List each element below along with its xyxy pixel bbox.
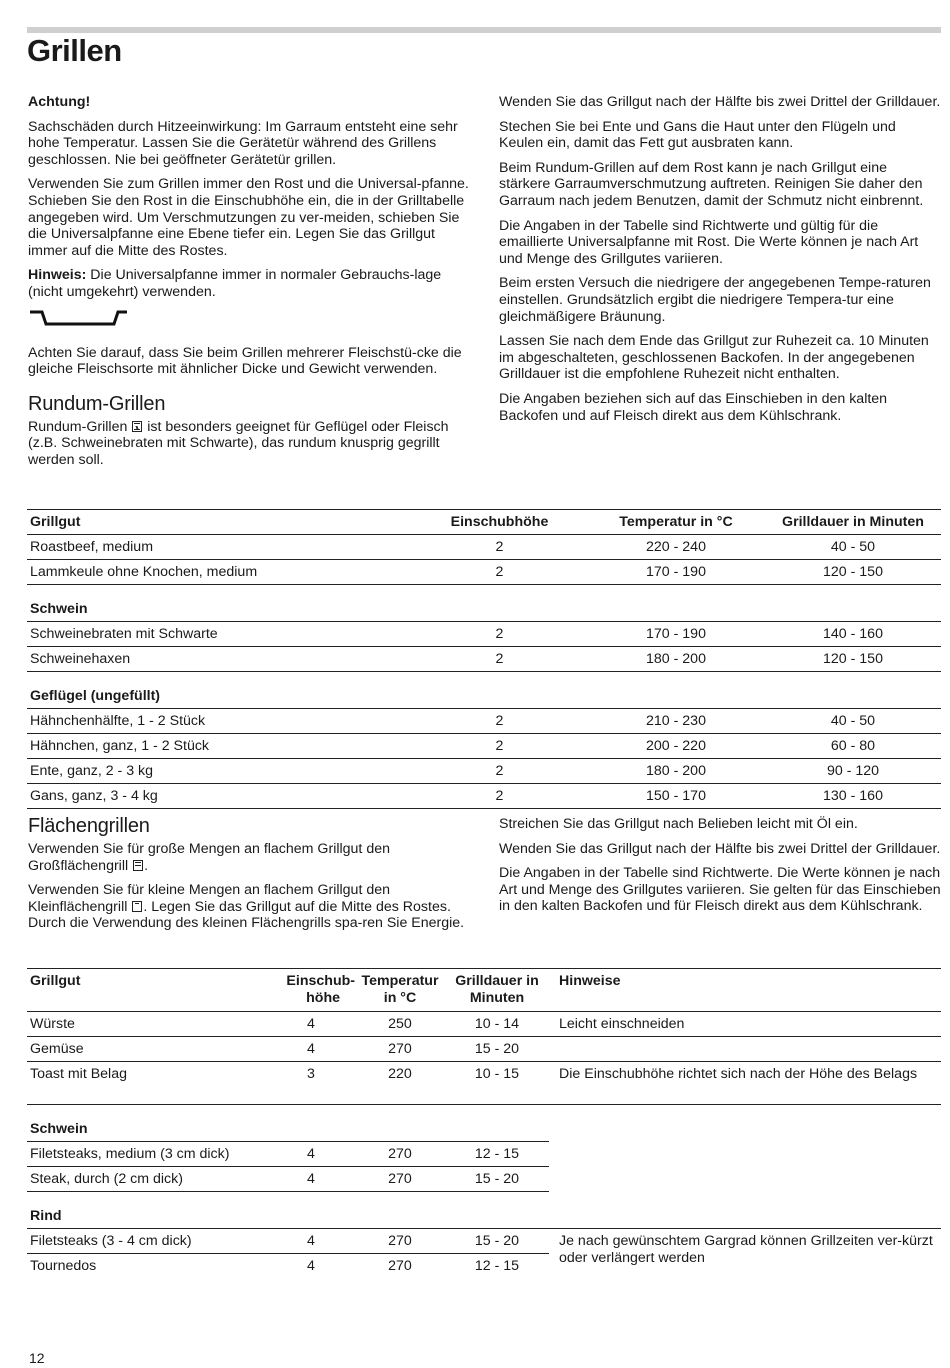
cell-einschub: 4 — [267, 1229, 355, 1254]
cell-grillgut: Hähnchen, ganz, 1 - 2 Stück — [27, 734, 412, 759]
col-header-temperatur: Temperatur in °C — [587, 510, 765, 535]
right-p4: Die Angaben in der Tabelle sind Richtwerte und gültig für die emaillierte Universalpfanne mit Rost. Die Werte können je nach Art und Menge des Grillgutes variieren. — [499, 217, 919, 267]
cell-temperatur: 170 - 190 — [587, 622, 765, 647]
right-p6: Lassen Sie nach dem Ende das Grillgut zur Ruhezeit ca. 10 Minuten im abgeschalteten, geschlossenen Backofen. In der angegebenen Grilldauer ist die empfohlene Ruhezeit nicht enthalten. — [499, 333, 929, 383]
cell-einschub: 2 — [412, 734, 587, 759]
page-title: Grillen — [27, 33, 122, 68]
rundum-heading: Rundum-Grillen — [28, 392, 166, 415]
rundum-text-b: ist besonders geeignet für Geflügel oder Fleisch (z.B. Schweinebraten mit Schwarte), das rundum knusprig gegrillt werden soll. — [28, 418, 449, 468]
cell-grilldauer: 130 - 160 — [765, 784, 941, 809]
page-number: 12 — [29, 1350, 45, 1366]
flaechen-grill-table — [27, 968, 941, 1278]
group-label: Schwein — [27, 1105, 549, 1142]
cell-temperatur: 270 — [355, 1037, 445, 1062]
col-header-einschub: Einschubhöhe — [412, 510, 587, 535]
group-label: Schwein — [27, 585, 941, 622]
table-header-row — [27, 510, 941, 535]
group-label: Geflügel (ungefüllt) — [27, 672, 941, 709]
cell-temperatur: 180 - 200 — [587, 647, 765, 672]
cell-grilldauer: 90 - 120 — [765, 759, 941, 784]
table-row — [27, 1012, 941, 1037]
cell-grillgut: Schweinehaxen — [27, 647, 412, 672]
cell-grilldauer: 60 - 80 — [765, 734, 941, 759]
cell-temperatur: 150 - 170 — [587, 784, 765, 809]
cell-grilldauer: 40 - 50 — [765, 535, 941, 560]
cell-grillgut: Ente, ganz, 2 - 3 kg — [27, 759, 412, 784]
cell-temperatur: 250 — [355, 1012, 445, 1037]
col-header-einschub-1: Einschub- — [286, 973, 355, 989]
cell-grillgut: Lammkeule ohne Knochen, medium — [27, 560, 412, 585]
cell-hinweise: Je nach gewünschtem Gargrad können Grillzeiten ver-kürzt oder verlängert werden — [559, 1233, 933, 1266]
cell-einschub: 2 — [412, 647, 587, 672]
cell-einschub: 2 — [412, 535, 587, 560]
cell-einschub: 4 — [267, 1142, 355, 1167]
col-header-hinweise: Hinweise — [549, 969, 941, 1012]
table-header-row — [27, 969, 941, 1012]
col-header-einschub — [267, 969, 355, 1012]
cell-grillgut: Gans, ganz, 3 - 4 kg — [27, 784, 412, 809]
table-row — [27, 734, 941, 759]
table-row — [27, 1142, 941, 1167]
cell-grilldauer: 12 - 15 — [445, 1142, 549, 1167]
col-header-einschub-2: höhe — [306, 990, 340, 1006]
cell-grillgut: Tournedos — [30, 1258, 97, 1274]
col-header-grillgut: Grillgut — [27, 510, 412, 535]
cell-grilldauer: 15 - 20 — [445, 1037, 549, 1062]
cell-einschub: 2 — [412, 709, 587, 734]
cell-temperatur: 220 — [355, 1062, 445, 1105]
col-header-grilldauer: Grilldauer in Minuten — [765, 510, 941, 535]
cell-hinweise: Die Einschubhöhe richtet sich nach der Höhe des Belags — [549, 1062, 941, 1105]
table-row — [27, 1037, 941, 1062]
table-row — [27, 560, 941, 585]
rundum-grill-icon — [132, 421, 142, 432]
flaechen-r1: Streichen Sie das Grillgut nach Belieben leicht mit Öl ein. — [499, 816, 858, 832]
right-p2: Stechen Sie bei Ente und Gans die Haut unter den Flügeln und Keulen ein, damit das Fett gut ausbraten kann. — [499, 118, 896, 152]
table-row — [27, 1062, 941, 1105]
left-column — [28, 94, 470, 477]
empty-cell — [549, 1105, 941, 1142]
cell-einschub: 2 — [412, 560, 587, 585]
flaechen-heading: Flächengrillen — [28, 815, 150, 837]
cell-grilldauer: 10 - 15 — [445, 1062, 549, 1105]
col-header-temperatur-2: in °C — [383, 990, 417, 1006]
cell-einschub: 4 — [307, 1258, 315, 1274]
flaechen-p1-end: . — [144, 857, 149, 874]
rundum-text-a: Rundum-Grillen — [28, 418, 128, 435]
large-area-grill-icon — [133, 860, 143, 871]
cell-grilldauer: 140 - 160 — [765, 622, 941, 647]
col-header-temperatur-1: Temperatur — [361, 973, 439, 989]
cell-grillgut: Roastbeef, medium — [27, 535, 412, 560]
right-p7: Die Angaben beziehen sich auf das Einschieben in den kalten Backofen und auf Fleisch direkt aus dem Kühlschrank. — [499, 390, 888, 424]
table-row — [27, 784, 941, 809]
col-header-temperatur — [355, 969, 445, 1012]
cell-grillgut: Schweinebraten mit Schwarte — [27, 622, 412, 647]
col-header-grilldauer — [445, 969, 549, 1012]
intro-paragraph: Verwenden Sie zum Grillen immer den Rost und die Universal-pfanne. Schieben Sie den Rost in die Einschubhöhe ein, die in der Grilltabelle angegeben wird. Um Verschmutzungen zu ver-meiden, schieben Sie die Universalpfanne eine Ebene tiefer ein. Legen Sie das Grillgut immer auf die Mitte des Rostes. — [28, 176, 469, 259]
cell-einschub: 2 — [412, 759, 587, 784]
warning-heading: Achtung! — [28, 94, 91, 110]
empty-cell — [549, 1167, 941, 1192]
cell-einschub: 4 — [267, 1167, 355, 1192]
cell-temperatur: 270 — [355, 1142, 445, 1167]
group-row-gefluegel — [27, 672, 941, 709]
col-header-grilldauer-1: Grilldauer in — [455, 973, 539, 989]
cell-temperatur: 170 - 190 — [587, 560, 765, 585]
cell-grilldauer: 10 - 14 — [445, 1012, 549, 1037]
cell-grillgut: Würste — [27, 1012, 267, 1037]
cell-einschub: 4 — [267, 1037, 355, 1062]
table-row — [27, 535, 941, 560]
group-label: Rind — [27, 1192, 941, 1229]
universal-pan-icon-svg — [28, 309, 132, 333]
cell-temperatur: 200 - 220 — [587, 734, 765, 759]
flaechen-p2 — [28, 882, 468, 932]
cell-grilldauer: 12 - 15 — [474, 1258, 520, 1274]
universal-pan-icon — [28, 309, 470, 345]
flaechen-left-column — [28, 814, 468, 940]
cell-hinweise — [549, 1037, 941, 1062]
table-row — [27, 622, 941, 647]
warning-text: Sachschäden durch Hitzeeinwirkung: Im Garraum entsteht eine sehr hohe Temperatur. Lassen Sie die Gerätetür während des Grillens geschlossen. Nie bei geöffneter Gerätetür grillen. — [28, 118, 458, 168]
cell-grillgut: Toast mit Belag — [27, 1062, 267, 1105]
flaechen-r2: Wenden Sie das Grillgut nach der Hälfte bis zwei Drittel der Grilldauer. — [499, 840, 941, 857]
right-p1: Wenden Sie das Grillgut nach der Hälfte bis zwei Drittel der Grilldauer. — [499, 94, 941, 110]
empty-cell — [549, 1142, 941, 1167]
cell-grilldauer: 15 - 20 — [445, 1167, 549, 1192]
cell-einschub: 4 — [267, 1012, 355, 1037]
hint-text: Die Universalpfanne immer in normaler Gebrauchs-lage (nicht umgekehrt) verwenden. — [28, 267, 442, 300]
rundum-grill-table — [27, 509, 941, 809]
cell-grillgut: Filetsteaks, medium (3 cm dick) — [27, 1142, 267, 1167]
cell-grillgut: Steak, durch (2 cm dick) — [27, 1167, 267, 1192]
rundum-paragraph — [28, 419, 470, 469]
right-p3: Beim Rundum-Grillen auf dem Rost kann je nach Grillgut eine stärkere Garraumverschmutzung auftreten. Reinigen Sie daher den Garraum nach jedem Benutzen, damit der Schmutz nicht einbrennt. — [499, 159, 924, 209]
table-row — [27, 1229, 941, 1254]
header-rule — [27, 27, 941, 33]
cell-hinweise: Leicht einschneiden — [549, 1012, 941, 1037]
cell-grillgut: Gemüse — [27, 1037, 267, 1062]
cell-grilldauer: 120 - 150 — [765, 647, 941, 672]
flaechen-p2-end: . Legen Sie das Grillgut auf die Mitte des Rostes. Durch die Verwendung des kleinen Flächengrills spa-ren Sie Energie. — [28, 898, 465, 932]
cell-temperatur: 180 - 200 — [587, 759, 765, 784]
flaechen-right-column — [499, 816, 941, 923]
table-row — [27, 709, 941, 734]
right-p5: Beim ersten Versuch die niedrigere der angegebenen Tempe-raturen einstellen. Grundsätzlich ergibt die niedrigere Tempera-tur eine gleichmäßigere Bräunung. — [499, 275, 931, 325]
cell-grilldauer: 40 - 50 — [765, 709, 941, 734]
cell-grillgut: Hähnchenhälfte, 1 - 2 Stück — [27, 709, 412, 734]
table-row — [27, 647, 941, 672]
flaechen-p1-text: Verwenden Sie für große Mengen an flachem Grillgut den Großflächengrill — [28, 841, 390, 874]
col-header-grilldauer-2: Minuten — [469, 990, 525, 1006]
cell-temperatur: 220 - 240 — [587, 535, 765, 560]
flaechen-p2-text: Verwenden Sie für kleine Mengen an flachem Grillgut den Kleinflächengrill — [28, 882, 390, 915]
table-row — [27, 759, 941, 784]
flaechen-p1 — [28, 841, 468, 874]
flaechen-r3: Die Angaben in der Tabelle sind Richtwerte. Die Werte können je nach Art und Menge des Grillgutes variieren. Sie gelten für das Einschieben in den kalten Backofen und für Fleisch direkt aus dem Kühlschrank. — [499, 865, 941, 915]
group-row-rind — [27, 1192, 941, 1229]
cell-temperatur: 270 — [355, 1229, 445, 1254]
small-area-grill-icon — [132, 901, 142, 912]
table-row — [27, 1167, 941, 1192]
cell-einschub: 3 — [267, 1062, 355, 1105]
cell-grillgut: Filetsteaks (3 - 4 cm dick) — [27, 1229, 267, 1254]
right-column — [499, 94, 941, 432]
cell-temperatur: 270 — [388, 1258, 412, 1274]
cell-einschub: 2 — [412, 784, 587, 809]
meat-paragraph: Achten Sie darauf, dass Sie beim Grillen mehrerer Fleischstü-cke die gleiche Fleischsorte mit ähnlicher Dicke und Gewicht verwenden. — [28, 344, 462, 378]
hint-label: Hinweis: — [28, 267, 87, 284]
hint-paragraph — [28, 267, 470, 300]
cell-temperatur: 210 - 230 — [587, 709, 765, 734]
col-header-grillgut: Grillgut — [27, 969, 267, 1012]
group-row-schwein — [27, 1105, 941, 1142]
cell-temperatur: 270 — [355, 1167, 445, 1192]
cell-grilldauer: 120 - 150 — [765, 560, 941, 585]
cell-einschub: 2 — [412, 622, 587, 647]
group-row-schwein — [27, 585, 941, 622]
cell-grilldauer: 15 - 20 — [445, 1229, 549, 1254]
